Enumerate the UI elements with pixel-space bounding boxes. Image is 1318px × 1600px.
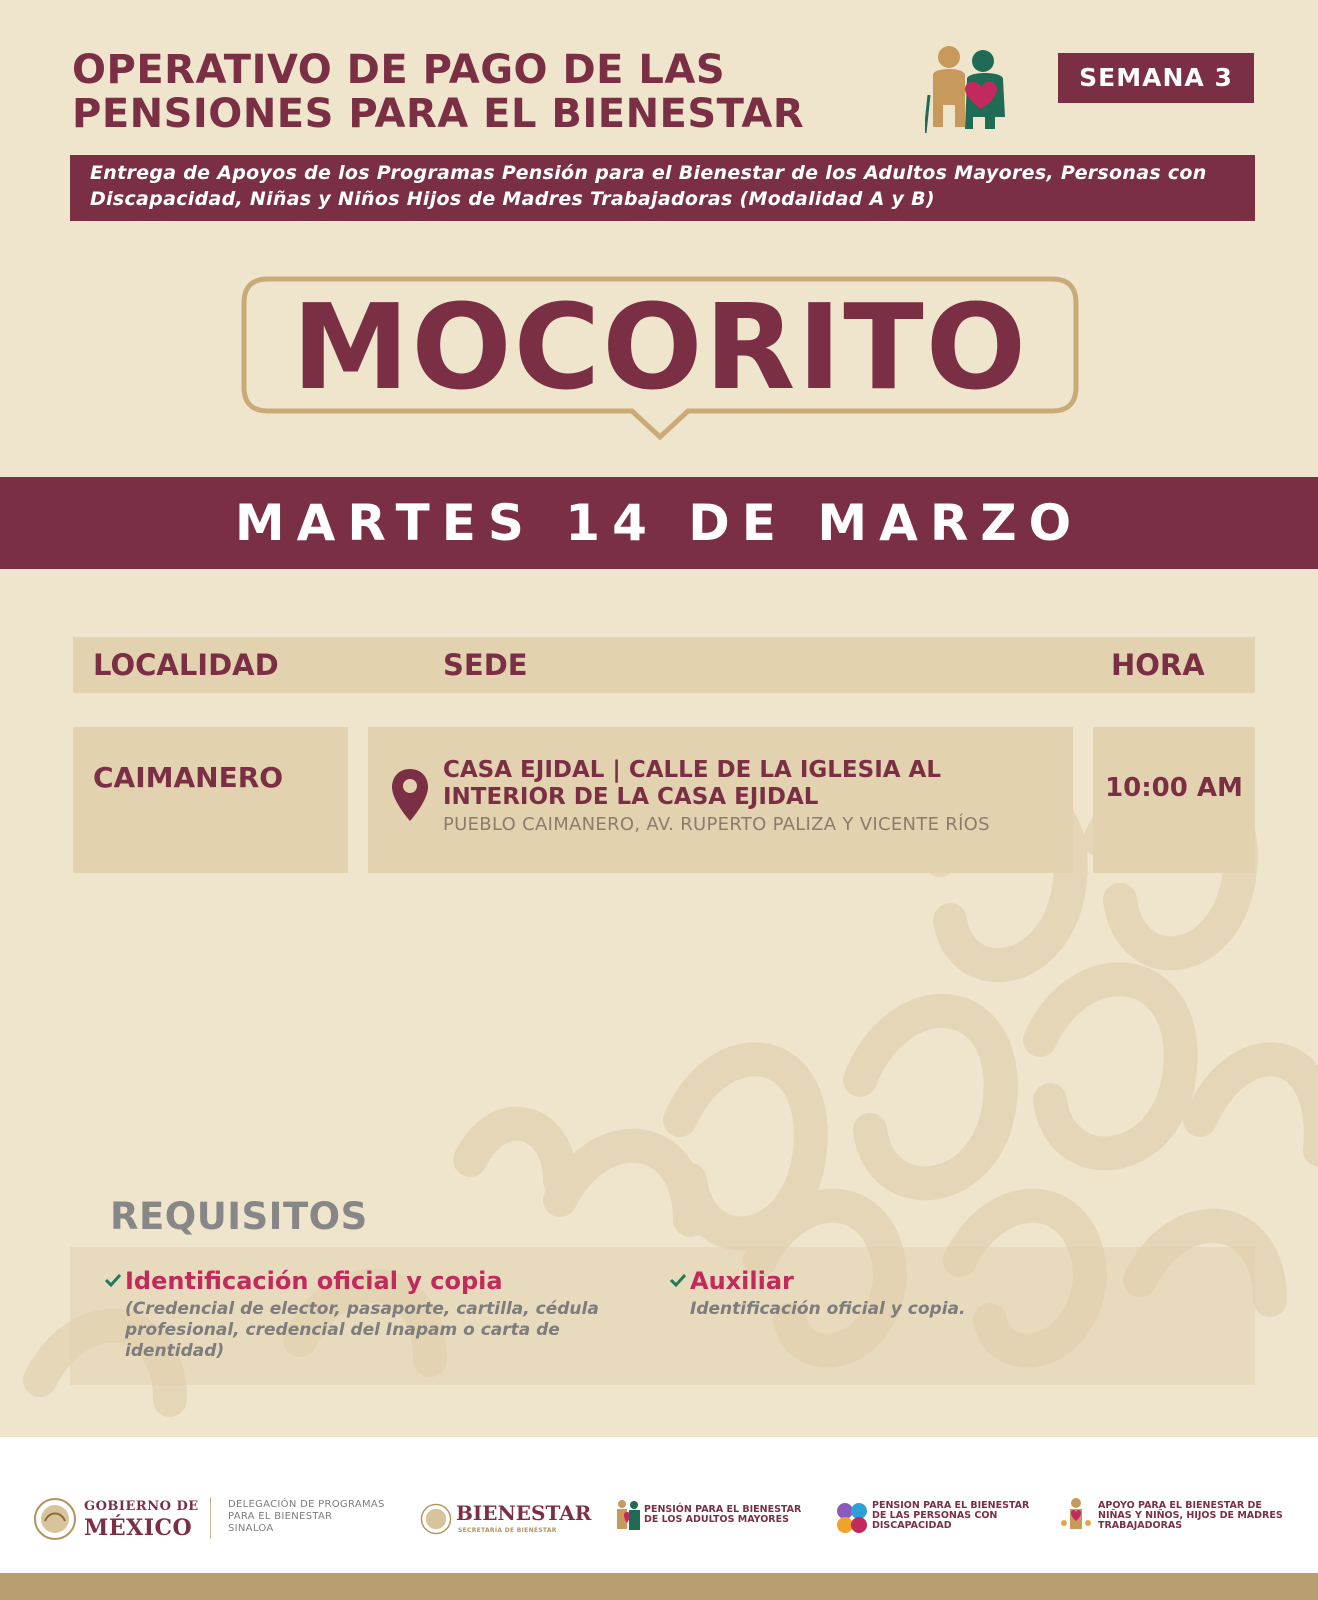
- requirement-heading: Identificación oficial y copia: [125, 1267, 503, 1295]
- sede-address: PUEBLO CAIMANERO, AV. RUPERTO PALIZA Y VICENTE RÍOS: [443, 814, 990, 835]
- program-line: APOYO PARA EL BIENESTAR DE: [1098, 1500, 1262, 1511]
- hora-value: 10:00 AM: [1105, 773, 1243, 803]
- localidad-value: CAIMANERO: [93, 761, 284, 794]
- requirements-title: REQUISITOS: [110, 1195, 368, 1238]
- program-line: DISCAPACIDAD: [872, 1520, 952, 1531]
- program-line: NIÑAS Y NIÑOS, HIJOS DE MADRES: [1098, 1510, 1283, 1521]
- program-adultos-label: [644, 1505, 801, 1525]
- mexico-label: MÉXICO: [84, 1515, 193, 1541]
- program-madres-label: [1098, 1501, 1283, 1531]
- discapacidad-logo-icon: [835, 1501, 869, 1535]
- program-line: DE LOS ADULTOS MAYORES: [644, 1514, 789, 1525]
- location-pin-icon: [390, 767, 430, 823]
- cell-sede: [368, 727, 1073, 873]
- header-sede: SEDE: [443, 648, 528, 682]
- cell-localidad: [73, 727, 348, 873]
- bienestar-subtitle: SECRETARÍA DE BIENESTAR: [458, 1527, 557, 1534]
- adultos-mayores-logo-icon: [614, 1499, 642, 1533]
- date-banner: MARTES 14 DE MARZO: [0, 477, 1318, 569]
- header-hora: HORA: [1111, 648, 1205, 682]
- title-line-2: PENSIONES PARA EL BIENESTAR: [72, 91, 805, 137]
- bienestar-title: BIENESTAR: [456, 1501, 592, 1525]
- program-line: DE LAS PERSONAS CON: [872, 1510, 998, 1521]
- mexico-seal-icon: [33, 1497, 77, 1541]
- requirement-detail: Identificación oficial y copia.: [690, 1299, 966, 1319]
- footer-logos: [0, 1437, 1318, 1573]
- program-subtitle: Entrega de Apoyos de los Programas Pensión para el Bienestar de los Adultos Mayores, Personas con Discapacidad, Niñas y Niños Hijos de Madres Trabajadoras (Modalidad A y B): [70, 155, 1255, 221]
- check-icon: [670, 1273, 686, 1287]
- delegacion-line: SINALOA: [228, 1523, 274, 1534]
- footer-divider: [210, 1497, 211, 1539]
- week-badge: SEMANA 3: [1058, 53, 1254, 103]
- page-title: [72, 48, 804, 136]
- program-line: PENSIÓN PARA EL BIENESTAR: [644, 1504, 802, 1515]
- madres-trabajadoras-logo-icon: [1058, 1497, 1094, 1537]
- delegacion-line: DELEGACIÓN DE PROGRAMAS: [228, 1499, 385, 1510]
- bienestar-seal-icon: [420, 1503, 452, 1535]
- municipality-name: MOCORITO: [291, 278, 1029, 416]
- people-heart-logo-icon: [925, 45, 1010, 137]
- requirements-box: [70, 1247, 1255, 1385]
- check-icon: [105, 1273, 121, 1287]
- sede-name: CASA EJIDAL | CALLE DE LA IGLESIA AL INTERIOR DE LA CASA EJIDAL: [443, 757, 942, 810]
- gobierno-label: GOBIERNO DE: [84, 1499, 199, 1514]
- schedule-table-header: [73, 637, 1255, 693]
- header-localidad: LOCALIDAD: [93, 648, 279, 682]
- cell-hora: [1093, 727, 1255, 873]
- program-discapacidad-label: [872, 1501, 1029, 1531]
- title-line-1: OPERATIVO DE PAGO DE LAS: [72, 47, 726, 93]
- requirement-heading: Auxiliar: [690, 1267, 794, 1295]
- delegacion-line: PARA EL BIENESTAR: [228, 1511, 333, 1522]
- program-line: TRABAJADORAS: [1098, 1520, 1183, 1531]
- delegacion-text: [228, 1499, 385, 1535]
- requirement-detail: (Credencial de elector, pasaporte, cartilla, cédula profesional, credencial del Inapam o carta de identidad): [125, 1299, 599, 1361]
- program-line: PENSION PARA EL BIENESTAR: [872, 1500, 1030, 1511]
- footer-strip: [0, 1573, 1318, 1600]
